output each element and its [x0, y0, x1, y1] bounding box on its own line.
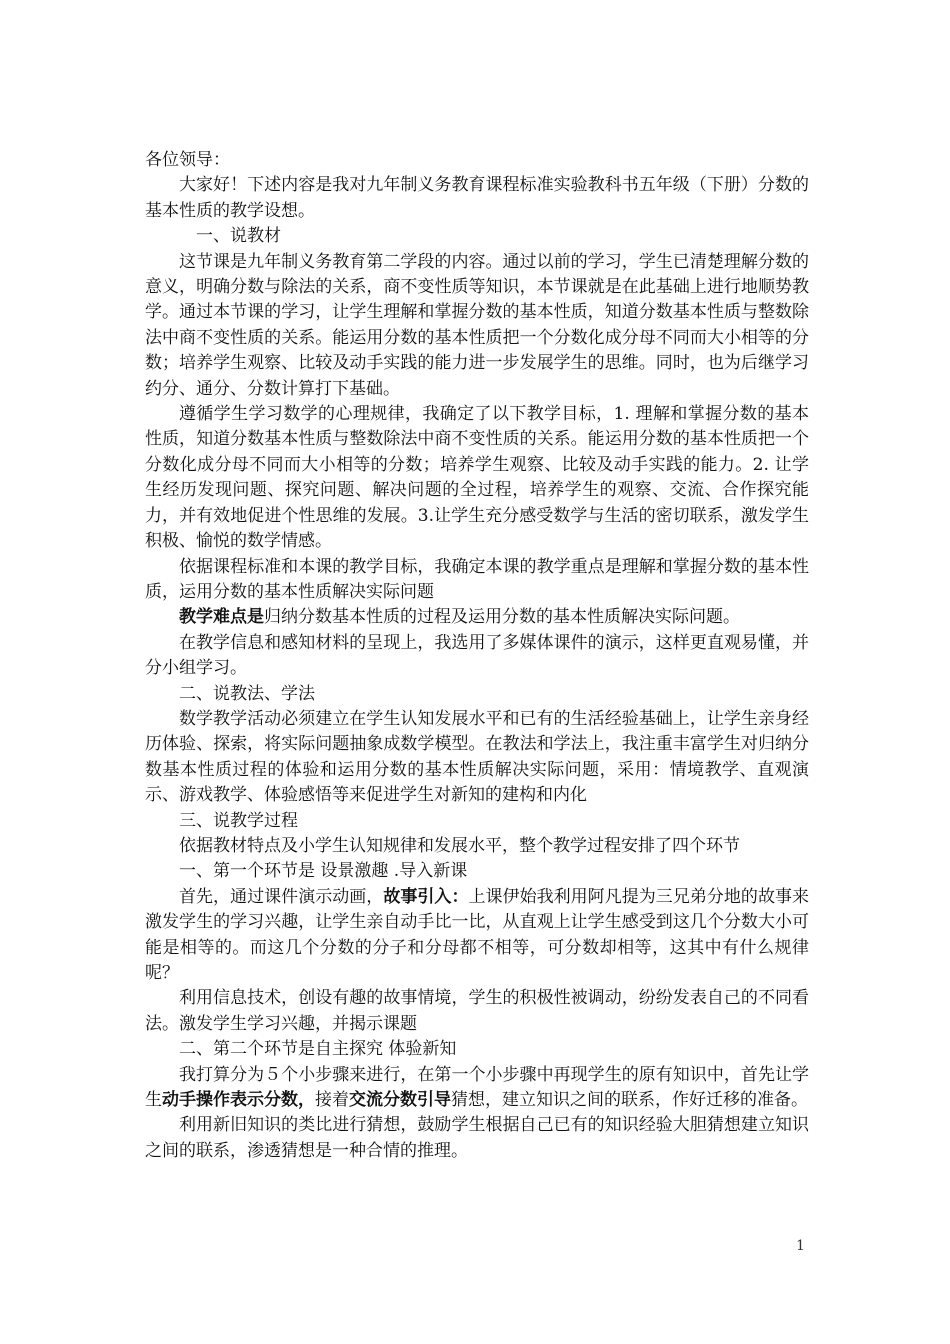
steps-bold-2: 交流分数引导 — [349, 1090, 451, 1111]
heading-methods: 二、说教法、学法 — [179, 683, 315, 704]
heading-textbook: 一、说教材 — [196, 226, 281, 247]
difficulty-text: 归纳分数基本性质的过程及运用分数的基本性质解决实际问题。 — [264, 607, 740, 628]
steps-end: 猜想，建立知识之间的联系，作好迁移的准备。 — [451, 1090, 808, 1111]
steps-lead: 我打算分为５个小步骤来进行，在第一个小步骤中再现学生的原有知识中，首先让学生 — [145, 1064, 809, 1111]
paragraph-media: 在教学信息和感知材料的呈现上，我选用了多媒体课件的演示，这样更直观易懂，并分小组学习。 — [145, 632, 809, 679]
paragraph-textbook: 这节课是九年制义务教育第二学段的内容。通过以前的学习，学生已清楚理解分数的意义，明确分数与除法的关系，商不变性质等知识，本节课就是在此基础上进行地顺势教学。通过本节课的学习，让学生理解和掌握分数的基本性质，知道分数基本性质与整数除法中商不变性质的关系。能运用分数的基本性质把一个分数化成分母不同而大小相等的分数；培养学生观察、比较及动手实践的能力进一步发展学生的思维。同时，也为后继学习约分、通分、分数计算打下基础。 — [145, 251, 809, 399]
paragraph-key-points: 依据课程标准和本课的教学目标，我确定本课的教学重点是理解和掌握分数的基本性质，运用分数的基本性质解决实际问题 — [145, 556, 809, 602]
paragraph-story — [145, 885, 809, 987]
story-label: 故事引入： — [383, 886, 469, 907]
paragraph-objectives: 遵循学生学习数学的心理规律，我确定了以下教学目标，1. 理解和掌握分数的基本性质，知道分数基本性质与整数除法中商不变性质的关系。能运用分数的基本性质把一个分数化成分母不同而大小相等的分数；培养学生观察、比较及动手实践的能力。2. 让学生经历发现问题、探究问题、解决问题的全过程，培养学生的观察、交流、合作探究能力，并有效地促进个性思维的发展。3.让学生充分感受数学与生活的密切联系，激发学生积极、愉悦的数学情感。 — [145, 404, 809, 552]
heading-process: 三、说教学过程 — [179, 810, 298, 831]
steps-mid: 接着 — [315, 1090, 349, 1111]
page-number: 1 — [796, 1238, 805, 1254]
heading-step-one: 一、第一个环节是 设景激趣 .导入新课 — [179, 861, 468, 882]
paragraph-methods: 数学教学活动必须建立在学生认知发展水平和已有的生活经验基础上，让学生亲身经历体验、探索，将实际问题抽象成数学模型。在教法和学法上，我注重丰富学生对归纳分数基本性质过程的体验和运用分数的基本性质解决实际问题，采用：情境教学、直观演示、游戏教学、体验感悟等来促进学生对新知的建构和内化 — [145, 708, 809, 806]
heading-step-two: 二、第二个环节是自主探究 体验新知 — [179, 1039, 457, 1060]
document-body — [145, 148, 809, 1164]
paragraph-process: 依据教材特点及小学生认知规律和发展水平，整个教学过程安排了四个环节 — [179, 835, 740, 856]
steps-bold-1: 动手操作表示分数， — [162, 1090, 315, 1111]
story-text: 上课伊始我利用阿凡提为三兄弟分地的故事来激发学生的学习兴趣，让学生亲自动手比一比，从直观上让学生感受到这几个分数大小可能是相等的。而这几个分数的分子和分母都不相等，可分数却相等，这其中有什么规律呢？ — [145, 886, 810, 983]
difficulty-label: 教学难点是 — [179, 607, 264, 628]
story-lead: 首先，通过课件演示动画， — [179, 886, 384, 907]
paragraph-conjecture: 利用新旧知识的类比进行猜想，鼓励学生根据自己已有的知识经验大胆猜想建立知识之间的联系，渗透猜想是一种合情的推理。 — [145, 1115, 809, 1161]
paragraph-technology: 利用信息技术，创设有趣的故事情境，学生的积极性被调动，纷纷发表自己的不同看法。激发学生学习兴趣，并揭示课题 — [145, 988, 809, 1034]
greeting: 各位领导： — [145, 150, 230, 170]
paragraph-difficulties — [145, 605, 809, 630]
paragraph-steps — [145, 1063, 809, 1114]
paragraph-intro: 大家好！下述内容是我对九年制义务教育课程标准实验教科书五年级（下册）分数的基本性质的教学设想。 — [145, 175, 809, 221]
